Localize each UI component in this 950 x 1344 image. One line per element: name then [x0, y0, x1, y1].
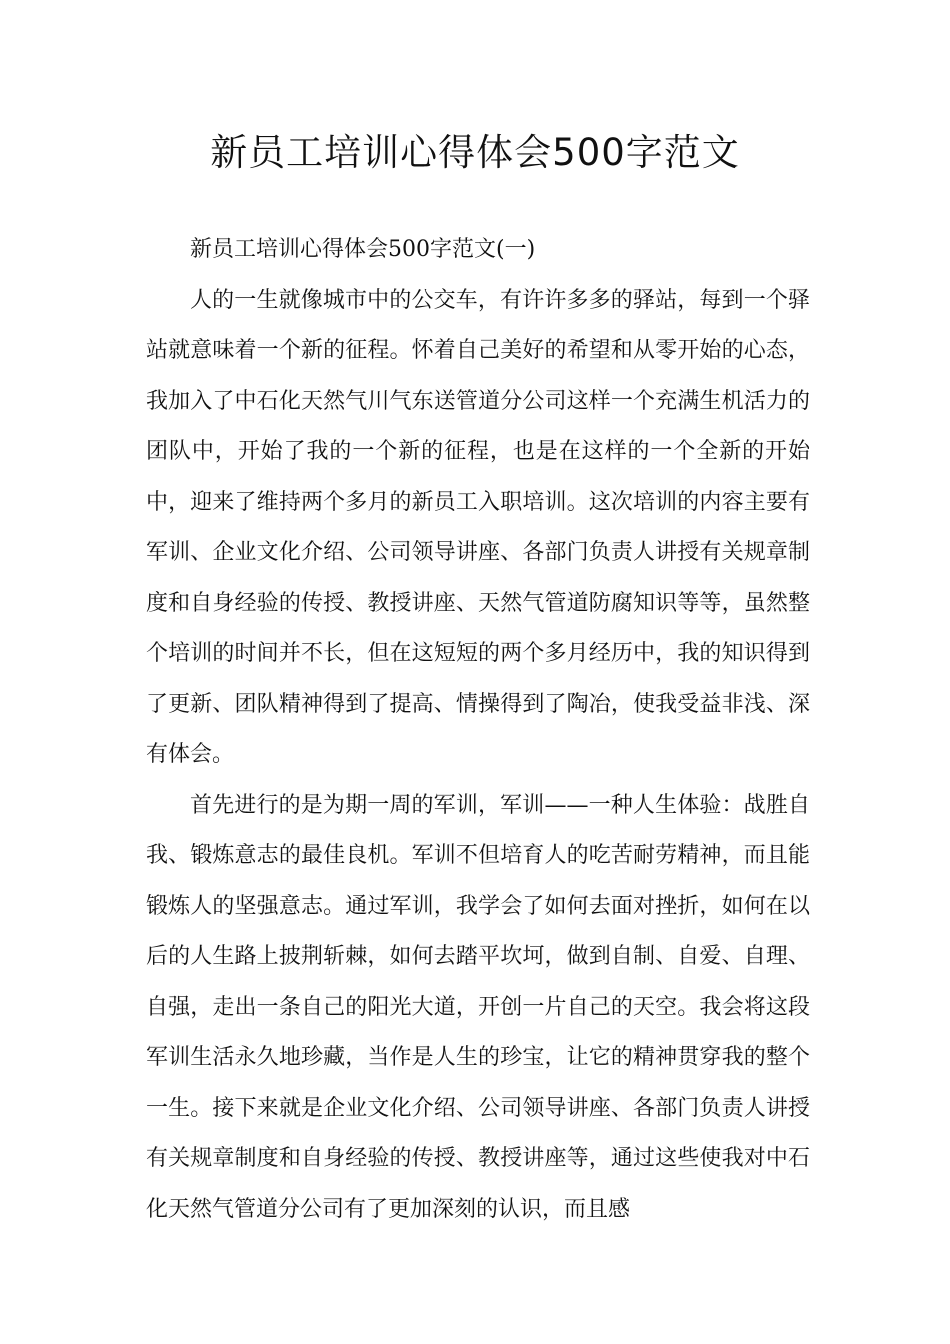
paragraph-1: 人的一生就像城市中的公交车，有许许多多的驿站，每到一个驿站就意味着一个新的征程。怀着自己美好的希望和从零开始的心态，我加入了中石化天然气川气东送管道分公司这样一个充满生机活力的团队中，开始了我的一个新的征程，也是在这样的一个全新的开始中，迎来了维持两个多月的新员工入职培训。这次培训的内容主要有军训、企业文化介绍、公司领导讲座、各部门负责人讲授有关规章制度和自身经验的传授、教授讲座、天然气管道防腐知识等等，虽然整个培训的时间并不长，但在这短短的两个多月经历中，我的知识得到了更新、团队精神得到了提高、情操得到了陶冶，使我受益非浅、深有体会。 [146, 287, 810, 767]
document-title: 新员工培训心得体会500字范文 [210, 131, 740, 174]
document-body [146, 225, 810, 1235]
section-subtitle: 新员工培训心得体会500字范文(一) [190, 237, 536, 262]
paragraph-2: 首先进行的是为期一周的军训，军训——一种人生体验：战胜自我、锻炼意志的最佳良机。军训不但培育人的吃苦耐劳精神，而且能锻炼人的坚强意志。通过军训，我学会了如何去面对挫折，如何在以后的人生路上披荆斩棘，如何去踏平坎坷，做到自制、自爱、自理、自强，走出一条自己的阳光大道，开创一片自己的天空。我会将这段军训生活永久地珍藏，当作是人生的珍宝，让它的精神贯穿我的整个一生。接下来就是企业文化介绍、公司领导讲座、各部门负责人讲授有关规章制度和自身经验的传授、教授讲座等，通过这些使我对中石化天然气管道分公司有了更加深刻的认识，而且感 [146, 792, 810, 1222]
